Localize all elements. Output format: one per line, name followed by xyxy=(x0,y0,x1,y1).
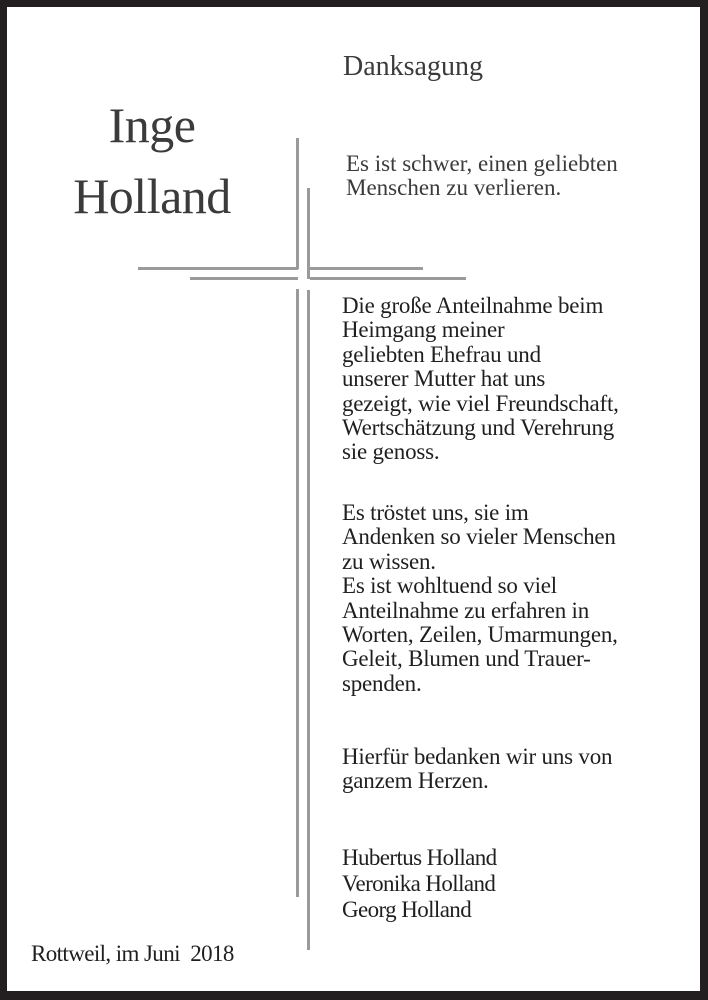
paragraph-trost xyxy=(342,501,618,696)
quote xyxy=(346,152,618,200)
signatory: Hubertus Holland xyxy=(342,845,497,870)
text-line: gezeigt, wie viel Freundschaft, xyxy=(342,390,619,416)
signatory: Veronika Holland xyxy=(342,871,496,896)
deceased-first-name: Inge xyxy=(108,97,196,153)
text-line: Worten, Zeilen, Umarmungen, xyxy=(342,622,618,648)
text-line: Hierfür bedanken wir uns von xyxy=(342,744,613,769)
text-line: Die große Anteilnahme beim xyxy=(342,293,604,318)
text-line: zu wissen. xyxy=(342,548,436,574)
obituary-card xyxy=(7,7,700,991)
text-line: unserer Mutter hat uns xyxy=(342,366,546,392)
text-line: Wertschätzung und Verehrung xyxy=(342,415,615,441)
text-line: Es tröstet uns, sie im xyxy=(342,500,529,525)
quote-line: Es ist schwer, einen geliebten xyxy=(346,151,618,176)
paragraph-dank xyxy=(342,745,612,794)
text-line: Geleit, Blumen und Trauer- xyxy=(342,646,591,672)
deceased-last-name: Holland xyxy=(73,168,231,224)
quote-line: Menschen zu verlieren. xyxy=(346,175,562,200)
text-line: sie genoss. xyxy=(342,439,440,465)
text-line: geliebten Ehefrau und xyxy=(342,341,541,367)
signatory: Georg Holland xyxy=(342,897,472,922)
text-line: Anteilnahme zu erfahren in xyxy=(342,597,590,623)
signatories xyxy=(342,845,497,923)
text-line: ganzem Herzen. xyxy=(342,768,489,794)
text-line: Andenken so vieler Menschen xyxy=(342,524,616,550)
text-line: Heimgang meiner xyxy=(342,317,505,343)
page-title: Danksagung xyxy=(343,51,483,82)
text-line: spenden. xyxy=(342,670,422,696)
paragraph-anteilnahme xyxy=(342,294,619,465)
place-date: Rottweil, im Juni 2018 xyxy=(31,941,234,966)
text-line: Es ist wohltuend so viel xyxy=(342,573,557,599)
